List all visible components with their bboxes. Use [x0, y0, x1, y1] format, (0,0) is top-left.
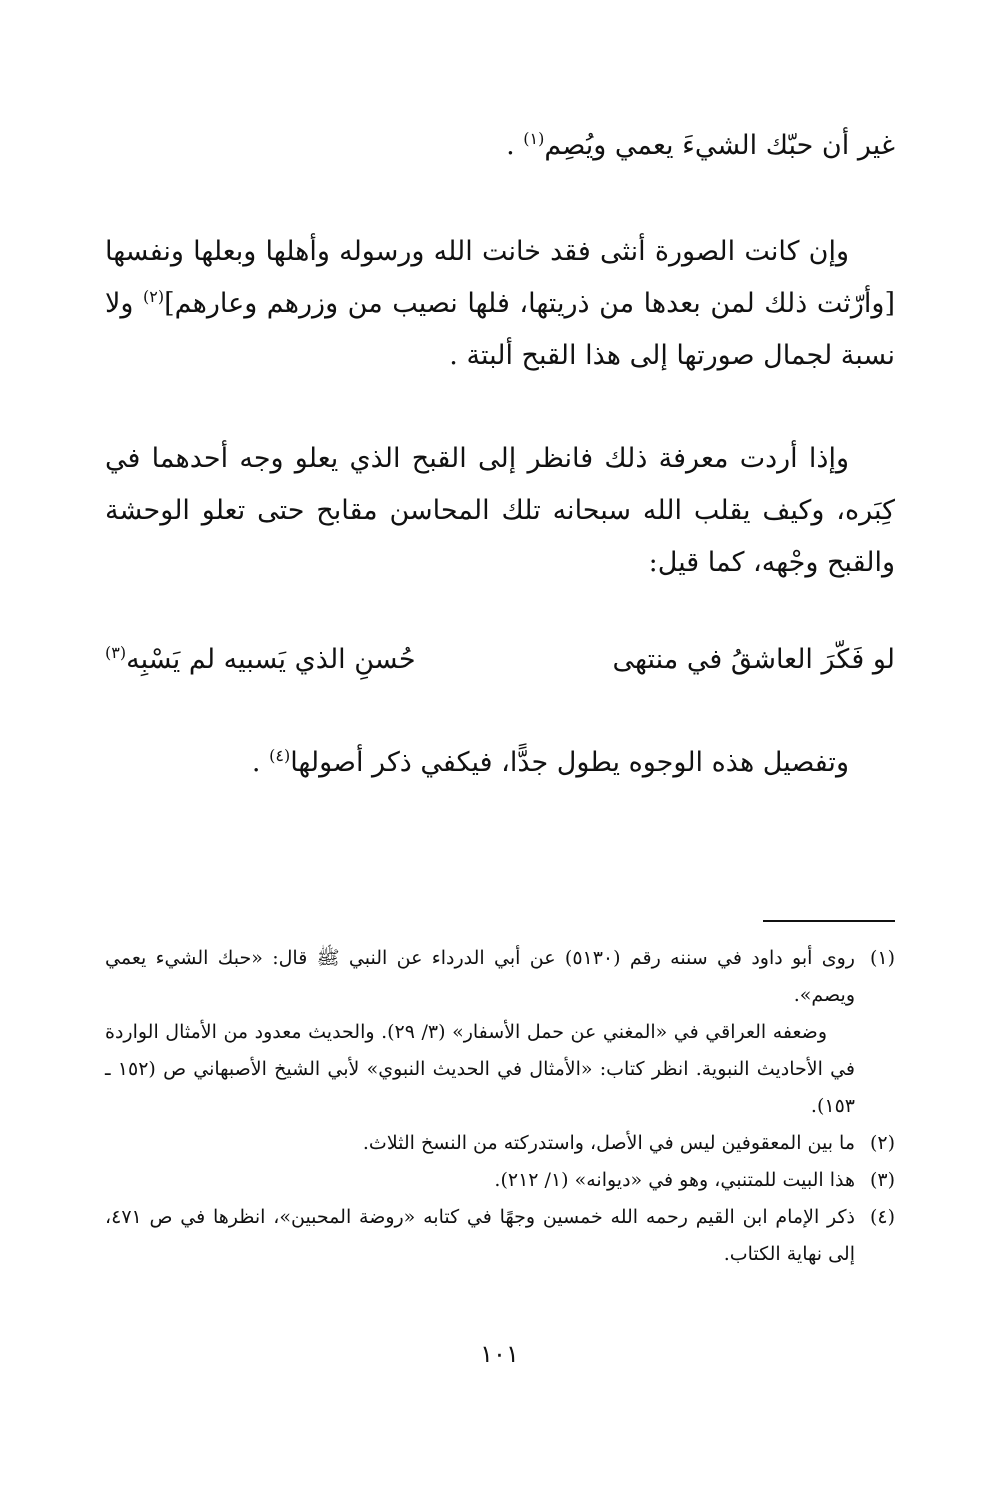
paragraph-1-end: .: [506, 130, 524, 161]
poetry-verse: [105, 634, 895, 686]
paragraph-4-text: وتفصيل هذه الوجوه يطول جدًّا، فيكفي ذكر أصولها: [290, 747, 849, 778]
paragraph-2-text-a: وإن كانت الصورة أنثى فقد خانت الله ورسوله وأهلها وبعلها ونفسها [وأرّثت ذلك لمن بعدها من ذريتها، فلها نصيب من وزرهم وعارهم]: [105, 236, 895, 319]
footnote-2: [105, 1125, 895, 1162]
paragraph-2-text-b: ولا نسبة لجمال صورتها إلى هذا القبح ألبتة .: [105, 288, 895, 371]
footnotes: [105, 940, 895, 1273]
paragraph-3: [105, 433, 895, 589]
paragraph-4: [105, 737, 895, 789]
footnote-ref-4: (٤): [269, 746, 291, 765]
paragraph-1-text: غير أن حبّك الشيءَ يعمي ويُصِم: [544, 130, 895, 161]
paragraph-1: [105, 120, 895, 172]
footnote-number: (١): [869, 947, 895, 969]
footnote-text: ذكر الإمام ابن القيم رحمه الله خمسين وجهًا في كتابه «روضة المحبين»، انظرها في ص ٤٧١، إلى نهاية الكتاب.: [105, 1206, 855, 1265]
verse-first-hemistich: لو فَكّرَ العاشقُ في منتهى: [612, 644, 895, 675]
footnote-number: (٤): [869, 1206, 895, 1228]
footnote-1: [105, 940, 895, 1125]
footnote-text: ما بين المعقوفين ليس في الأصل، واستدركته من النسخ الثلاث.: [362, 1132, 855, 1154]
footnote-number: (٢): [869, 1132, 895, 1154]
footnote-separator: [763, 920, 895, 922]
verse-second-hemistich: حُسنِ الذي يَسبيه لم يَسْبِه: [126, 644, 416, 675]
footnote-text: هذا البيت للمتنبي، وهو في «ديوانه» (١/ ٢١٢).: [494, 1169, 855, 1191]
paragraph-3-text: وإذا أردت معرفة ذلك فانظر إلى القبح الذي يعلو وجه أحدهما في كِبَره، وكيف يقلب الله سبحانه تلك المحاسن مقابح حتى تعلو الوحشة والقبح وجْهه، كما قيل:: [105, 443, 895, 578]
paragraph-4-end: .: [251, 747, 270, 778]
footnote-3: [105, 1162, 895, 1199]
footnote-text: روى أبو داود في سننه رقم (٥١٣٠) عن أبي الدرداء عن النبي ﷺ قال: «حبك الشيء يعمي ويصم».: [105, 947, 855, 1006]
page-number: ١٠١: [480, 1340, 519, 1368]
footnote-4: [105, 1199, 895, 1273]
verse-second-hemistich-wrap: [105, 634, 416, 686]
paragraph-2: [105, 226, 895, 382]
footnote-ref-3: (٣): [105, 643, 127, 662]
footnote-continuation: وضعفه العراقي في «المغني عن حمل الأسفار» (٣/ ٢٩). والحديث معدود من الأمثال الواردة في الأحاديث النبوية. انظر كتاب: «الأمثال في الحديث النبوي» لأبي الشيخ الأصبهاني ص (١٥٢ ـ ١٥٣).: [105, 1021, 855, 1117]
footnote-ref-1: (١): [523, 129, 545, 148]
footnote-ref-2: (٢): [142, 287, 165, 306]
footnote-number: (٣): [869, 1169, 895, 1191]
